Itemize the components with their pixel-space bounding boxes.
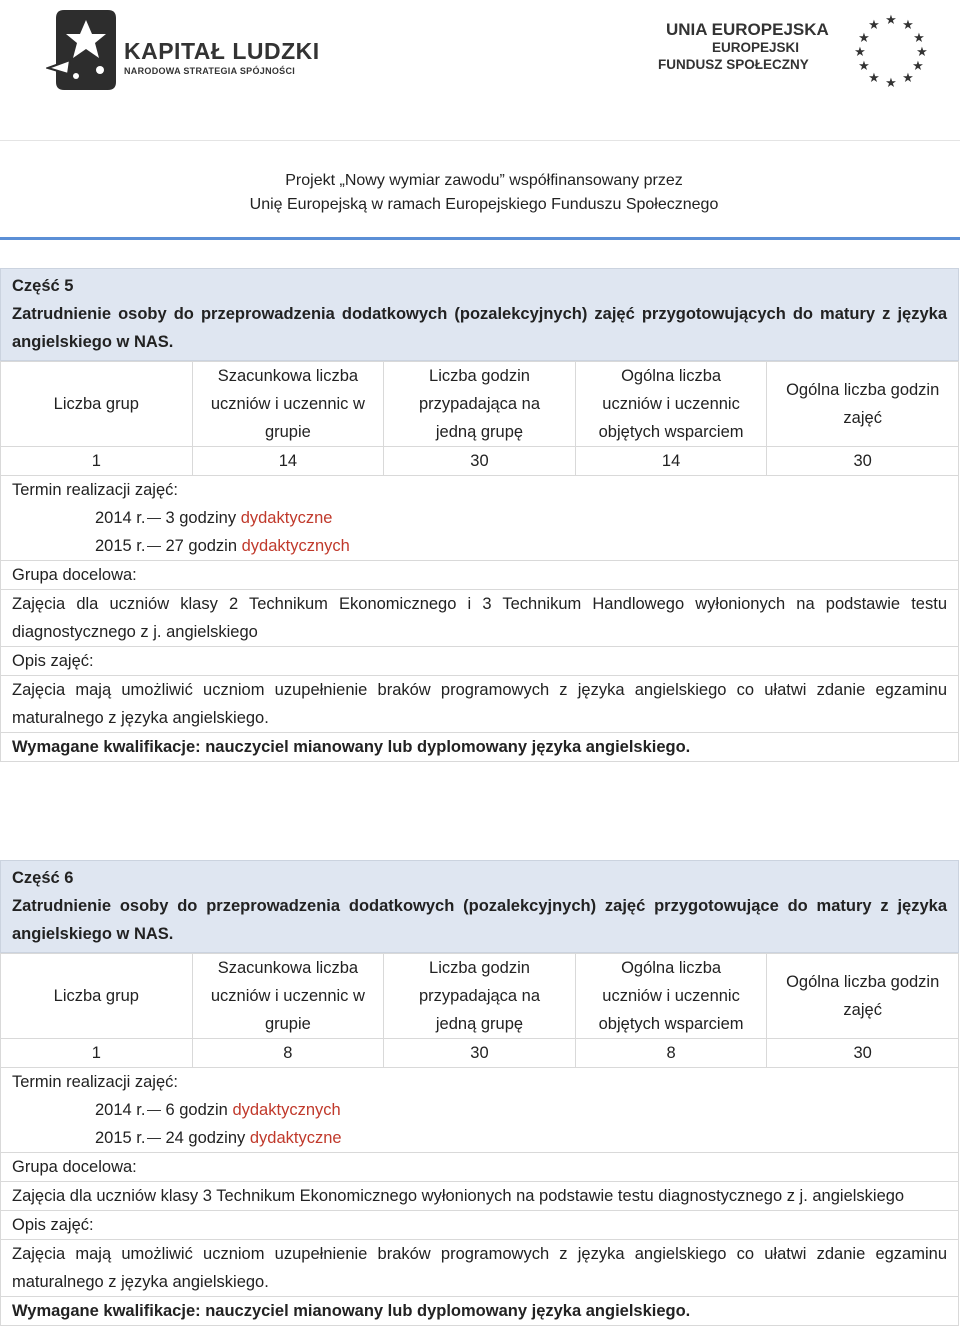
section-title: Zatrudnienie osoby do przeprowadzenia dodatkowych (pozalekcyjnych) zajęć przygotowujących do matury z języka angielskiego w NAS.: [12, 305, 947, 351]
svg-text:★: ★: [912, 59, 924, 74]
value-total-hours: 30: [767, 1039, 959, 1068]
project-info: [0, 169, 960, 217]
section-number: Część 6: [12, 869, 74, 887]
header-total-students: Ogólna liczba uczniów i uczennic objętych wsparciem: [575, 954, 767, 1039]
ue-fund-line2: FUNDUSZ SPOŁECZNY: [658, 57, 809, 72]
term-label: Termin realizacji zajęć:: [12, 481, 178, 499]
target-text: Zajęcia dla uczniów klasy 3 Technikum Ekonomicznego wyłonionych na podstawie testu diagnostycznego z j. angielskiego: [0, 1182, 959, 1211]
table-row: [1, 447, 959, 476]
requirements: Wymagane kwalifikacje: nauczyciel mianowany lub dyplomowany języka angielskiego.: [0, 733, 959, 762]
header-hours-per-group: Liczba godzin przypadająca na jedną grupę: [384, 362, 576, 447]
svg-text:★: ★: [916, 45, 928, 60]
kapital-ludzki-subtitle: NARODOWA STRATEGIA SPÓJNOŚCI: [124, 66, 296, 76]
svg-text:★: ★: [885, 76, 897, 90]
header-groups: Liczba grup: [1, 954, 193, 1039]
header-students-per-group: Szacunkowa liczba uczniów i uczennic w grupie: [192, 362, 384, 447]
section-part-6: [0, 860, 959, 1326]
term-2014: 2014 r. 3 godziny dydaktyczne: [95, 509, 333, 527]
value-hours-per-group: 30: [384, 1039, 576, 1068]
svg-text:★: ★: [885, 13, 897, 28]
value-total-students: 8: [575, 1039, 767, 1068]
description-label: Opis zajęć:: [0, 647, 959, 676]
svg-text:★: ★: [854, 45, 866, 60]
term-block: [0, 476, 959, 561]
kapital-ludzki-name: KAPITAŁ LUDZKI: [124, 38, 320, 64]
kapital-ludzki-emblem-icon: [46, 8, 120, 92]
value-groups: 1: [1, 1039, 193, 1068]
ue-efs-logo: [650, 10, 940, 90]
description-text: Zajęcia mają umożliwić uczniom uzupełnienie braków programowych z języka angielskiego co ułatwi zdanie egzaminu maturalnego z języka angielskiego.: [0, 676, 959, 733]
description-text: Zajęcia mają umożliwić uczniom uzupełnienie braków programowych z języka angielskiego co ułatwi zdanie egzaminu maturalnego z języka angielskiego.: [0, 1240, 959, 1297]
description-label: Opis zajęć:: [0, 1211, 959, 1240]
term-label: Termin realizacji zajęć:: [12, 1073, 178, 1091]
value-total-hours: 30: [767, 447, 959, 476]
table-header-row: [1, 362, 959, 447]
table-header-row: [1, 954, 959, 1039]
blue-rule: [0, 237, 960, 240]
kapital-ludzki-logo: [46, 8, 320, 94]
summary-table: [0, 953, 959, 1068]
eu-stars-flag-icon: [846, 10, 936, 90]
header-groups: Liczba grup: [1, 362, 193, 447]
summary-table: [0, 361, 959, 476]
value-students-per-group: 14: [192, 447, 384, 476]
section-part-5: [0, 268, 959, 762]
section-header: [0, 268, 959, 361]
svg-text:★: ★: [868, 18, 880, 33]
value-hours-per-group: 30: [384, 447, 576, 476]
header-students-per-group: Szacunkowa liczba uczniów i uczennic w grupie: [192, 954, 384, 1039]
svg-text:★: ★: [858, 59, 870, 74]
term-2015: 2015 r. 24 godziny dydaktyczne: [95, 1129, 342, 1147]
header-divider: [0, 140, 960, 141]
header-total-students: Ogólna liczba uczniów i uczennic objętych wsparciem: [575, 362, 767, 447]
svg-text:★: ★: [913, 31, 925, 46]
term-2014: 2014 r. 6 godzin dydaktycznych: [95, 1101, 341, 1119]
svg-text:★: ★: [868, 71, 880, 86]
value-groups: 1: [1, 447, 193, 476]
target-text: Zajęcia dla uczniów klasy 2 Technikum Ekonomicznego i 3 Technikum Handlowego wyłonionych na podstawie testu diagnostycznego z j. angielskiego: [0, 590, 959, 647]
value-students-per-group: 8: [192, 1039, 384, 1068]
header-hours-per-group: Liczba godzin przypadająca na jedną grupę: [384, 954, 576, 1039]
project-line-2: Unię Europejską w ramach Europejskiego Funduszu Społecznego: [249, 196, 719, 213]
ue-name: UNIA EUROPEJSKA: [666, 20, 829, 39]
svg-text:★: ★: [902, 18, 914, 33]
requirements: Wymagane kwalifikacje: nauczyciel mianowany lub dyplomowany języka angielskiego.: [0, 1297, 959, 1326]
svg-text:★: ★: [902, 71, 914, 86]
value-total-students: 14: [575, 447, 767, 476]
header-total-hours: Ogólna liczba godzin zajęć: [767, 362, 959, 447]
term-2015: 2015 r. 27 godzin dydaktycznych: [95, 537, 350, 555]
svg-text:★: ★: [858, 31, 870, 46]
term-block: [0, 1068, 959, 1153]
ue-fund-line1: EUROPEJSKI: [712, 40, 800, 55]
section-number: Część 5: [12, 277, 74, 295]
section-header: [0, 860, 959, 953]
project-line-1: Projekt „Nowy wymiar zawodu” współfinansowany przez: [285, 172, 683, 189]
target-label: Grupa docelowa:: [0, 561, 959, 590]
section-title: Zatrudnienie osoby do przeprowadzenia dodatkowych (pozalekcyjnych) zajęć przygotowujące do matury z języka angielskiego w NAS.: [12, 897, 947, 943]
header-total-hours: Ogólna liczba godzin zajęć: [767, 954, 959, 1039]
table-row: [1, 1039, 959, 1068]
target-label: Grupa docelowa:: [0, 1153, 959, 1182]
